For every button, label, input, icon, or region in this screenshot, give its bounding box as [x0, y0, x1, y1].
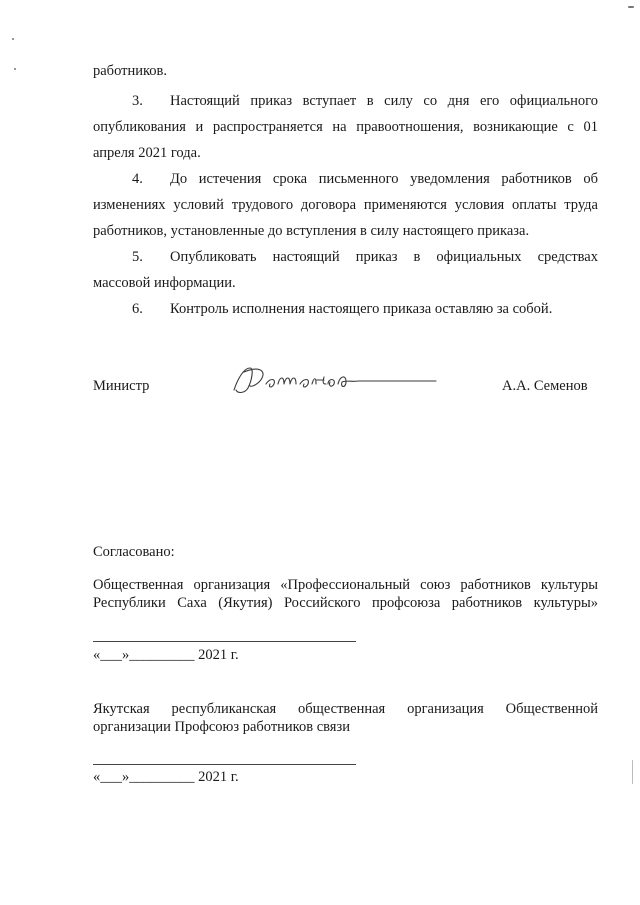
scan-speck [628, 6, 634, 8]
signer-position: Министр [93, 378, 150, 394]
item-3-number: 3. [132, 93, 143, 109]
org2-signature-line [93, 764, 356, 765]
item-5-number: 5. [132, 249, 143, 265]
scan-speck [632, 760, 633, 784]
org2-line-2: организации Профсоюз работников связи [93, 719, 350, 735]
item-4-line-3: работников, установленные до вступления в силу настоящего приказа. [93, 223, 530, 239]
item-6-line-1: Контроль исполнения настоящего приказа оставляю за собой. [170, 301, 553, 317]
item-3-line-3: апреля 2021 года. [93, 145, 201, 161]
item-6-number: 6. [132, 301, 143, 317]
item-4-line-1: До истечения срока письменного уведомления работников об [170, 171, 598, 187]
signer-name: А.А. Семенов [502, 378, 588, 394]
item-2-tail: работников. [93, 63, 168, 79]
org1-signature-line [93, 641, 356, 642]
scan-speck [14, 68, 16, 70]
org1-line-2: Республики Саха (Якутия) Российского профсоюза работников культуры» [93, 595, 598, 611]
item-5-line-1: Опубликовать настоящий приказ в официальных средствах [170, 249, 598, 265]
org1-line-1: Общественная организация «Профессиональный союз работников культуры [93, 577, 598, 593]
org1-date-line: «___»_________ 2021 г. [93, 647, 239, 663]
scan-speck [12, 38, 14, 40]
org2-line-1: Якутская республиканская общественная организация Общественной [93, 701, 598, 717]
org2-date-line: «___»_________ 2021 г. [93, 769, 239, 785]
handwritten-signature [228, 360, 443, 400]
item-4-line-2: изменениях условий трудового договора применяются условия оплаты труда [93, 197, 598, 213]
approval-heading: Согласовано: [93, 544, 175, 560]
item-3-line-2: опубликования и распространяется на правоотношения, возникающие с 01 [93, 119, 598, 135]
item-3-line-1: Настоящий приказ вступает в силу со дня его официального [170, 93, 598, 109]
item-5-line-2: массовой информации. [93, 275, 236, 291]
item-4-number: 4. [132, 171, 143, 187]
